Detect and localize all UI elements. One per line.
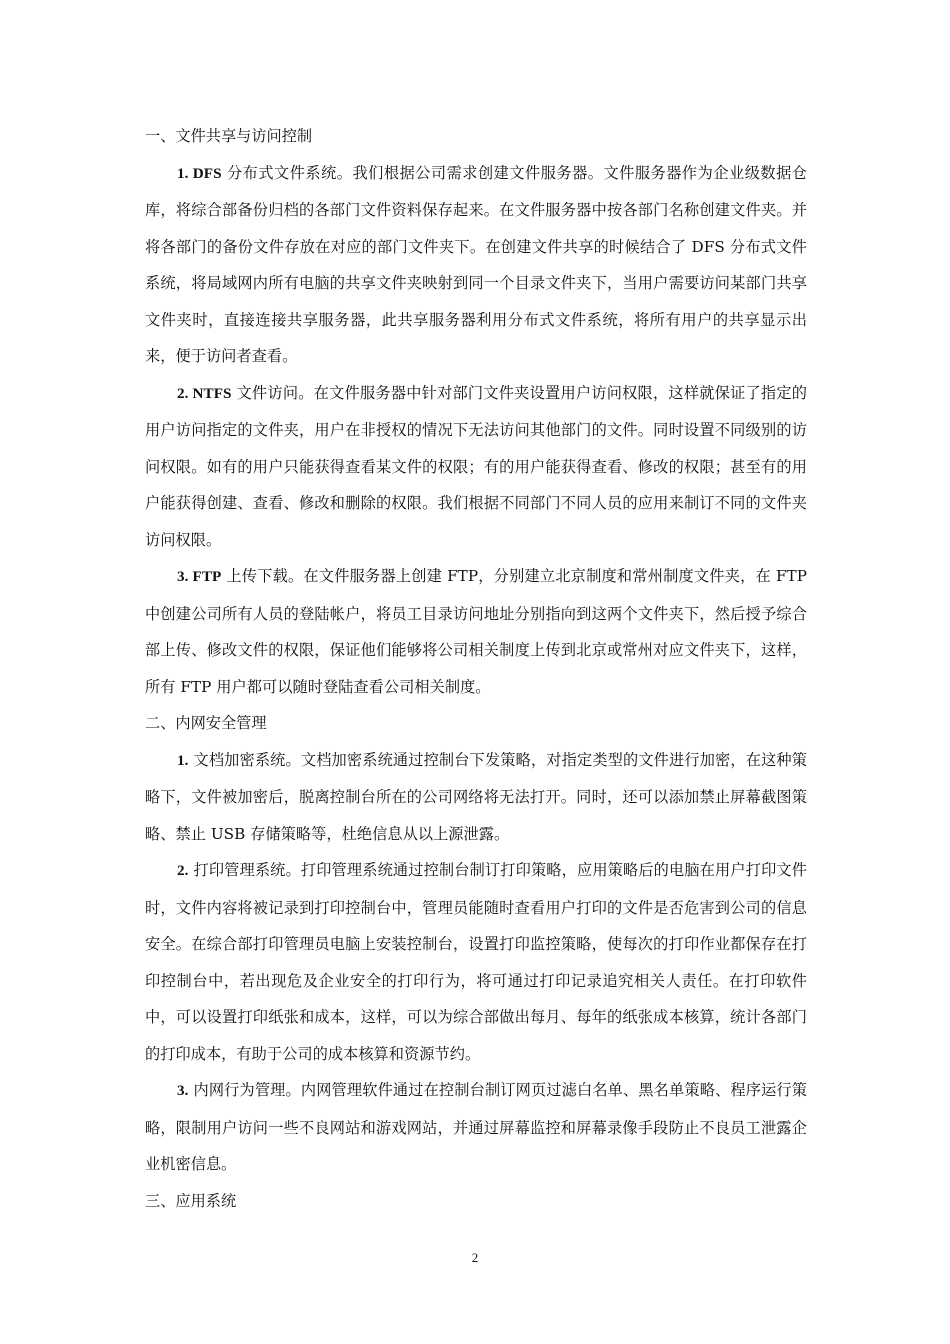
item-number: 3. [177,1082,189,1099]
paragraph-document-encryption [145,742,807,853]
paragraph-text: 打印管理系统。打印管理系统通过控制台制订打印策略，应用策略后的电脑在用户打印文件时，文件内容将被记录到打印控制台中，管理员能随时查看用户打印的文件是否危害到公司的信息安全。在综合部打印管理员电脑上安装控制台，设置打印监控策略，使每次的打印作业都保存在打印控制台中，若出现危及企业安全的打印行为，将可通过打印记录追究相关人责任。在打印软件中，可以设置打印纸张和成本，这样，可以为综合部做出每月、每年的纸张成本核算，统计各部门的打印成本，有助于公司的成本核算和资源节约。 [145,861,807,1063]
paragraph-behavior-management [145,1072,807,1183]
section-heading: 一、文件共享与访问控制 [145,127,313,145]
paragraph-text: 分布式文件系统。我们根据公司需求创建文件服务器。文件服务器作为企业级数据仓库，将综合部备份归档的各部门文件资料保存起来。在文件服务器中按各部门名称创建文件夹。并将各部门的备份文件存放在对应的部门文件夹下。在创建文件共享的时候结合了 DFS 分布式文件系统，将局域网内所有电脑的共享文件夹映射到同一个目录文件夹下，当用户需要访问某部门共享文件夹时，直接连接共享服务器，此共享服务器利用分布式文件系统，将所有用户的共享显示出来，便于访问者查看。 [145,163,807,365]
section-intranet-security [145,705,807,1183]
document-body [145,118,807,1219]
paragraph-dfs [145,155,807,375]
item-number: 1. [177,751,189,769]
paragraph-ntfs [145,375,807,559]
paragraph-text: 内网行为管理。内网管理软件通过在控制台制订网页过滤白名单、黑名单策略、程序运行策略，限制用户访问一些不良网站和游戏网站，并通过屏幕监控和屏幕录像手段防止不良员工泄露企业机密信息。 [145,1081,807,1173]
item-number: 2. NTFS [177,384,232,402]
paragraph-text: 上传下载。在文件服务器上创建 FTP，分别建立北京制度和常州制度文件夹，在 FTP 中创建公司所有人员的登陆帐户，将员工目录访问地址分别指向到这两个文件夹下，然后授予综合部上传、修改文件的权限，保证他们能够将公司相关制度上传到北京或常州对应文件夹下，这样，所有 FTP 用户都可以随时登陆查看公司相关制度。 [145,567,808,696]
paragraph-ftp [145,558,807,705]
paragraph-text: 文件访问。在文件服务器中针对部门文件夹设置用户访问权限，这样就保证了指定的用户访问指定的文件夹，用户在非授权的情况下无法访问其他部门的文件。同时设置不同级别的访问权限。如有的用户只能获得查看某文件的权限；有的用户能获得查看、修改的权限；甚至有的用户能获得创建、查看、修改和删除的权限。我们根据不同部门不同人员的应用来制订不同的文件夹访问权限。 [145,383,807,549]
paragraph-print-management [145,852,807,1072]
item-number: 2. [177,862,189,879]
paragraph-text: 文档加密系统。文档加密系统通过控制台下发策略，对指定类型的文件进行加密，在这种策略下，文件被加密后，脱离控制台所在的公司网络将无法打开。同时，还可以添加禁止屏幕截图策略、禁止 USB 存储策略等，杜绝信息从以上源泄露。 [145,750,807,843]
section-heading: 二、内网安全管理 [145,714,267,732]
item-number: 1. DFS [177,164,222,182]
item-number: 3. FTP [177,568,222,585]
section-heading: 三、应用系统 [145,1191,237,1210]
page-number: 2 [471,1250,479,1265]
section-application-systems [145,1183,807,1220]
section-file-sharing [145,118,807,705]
